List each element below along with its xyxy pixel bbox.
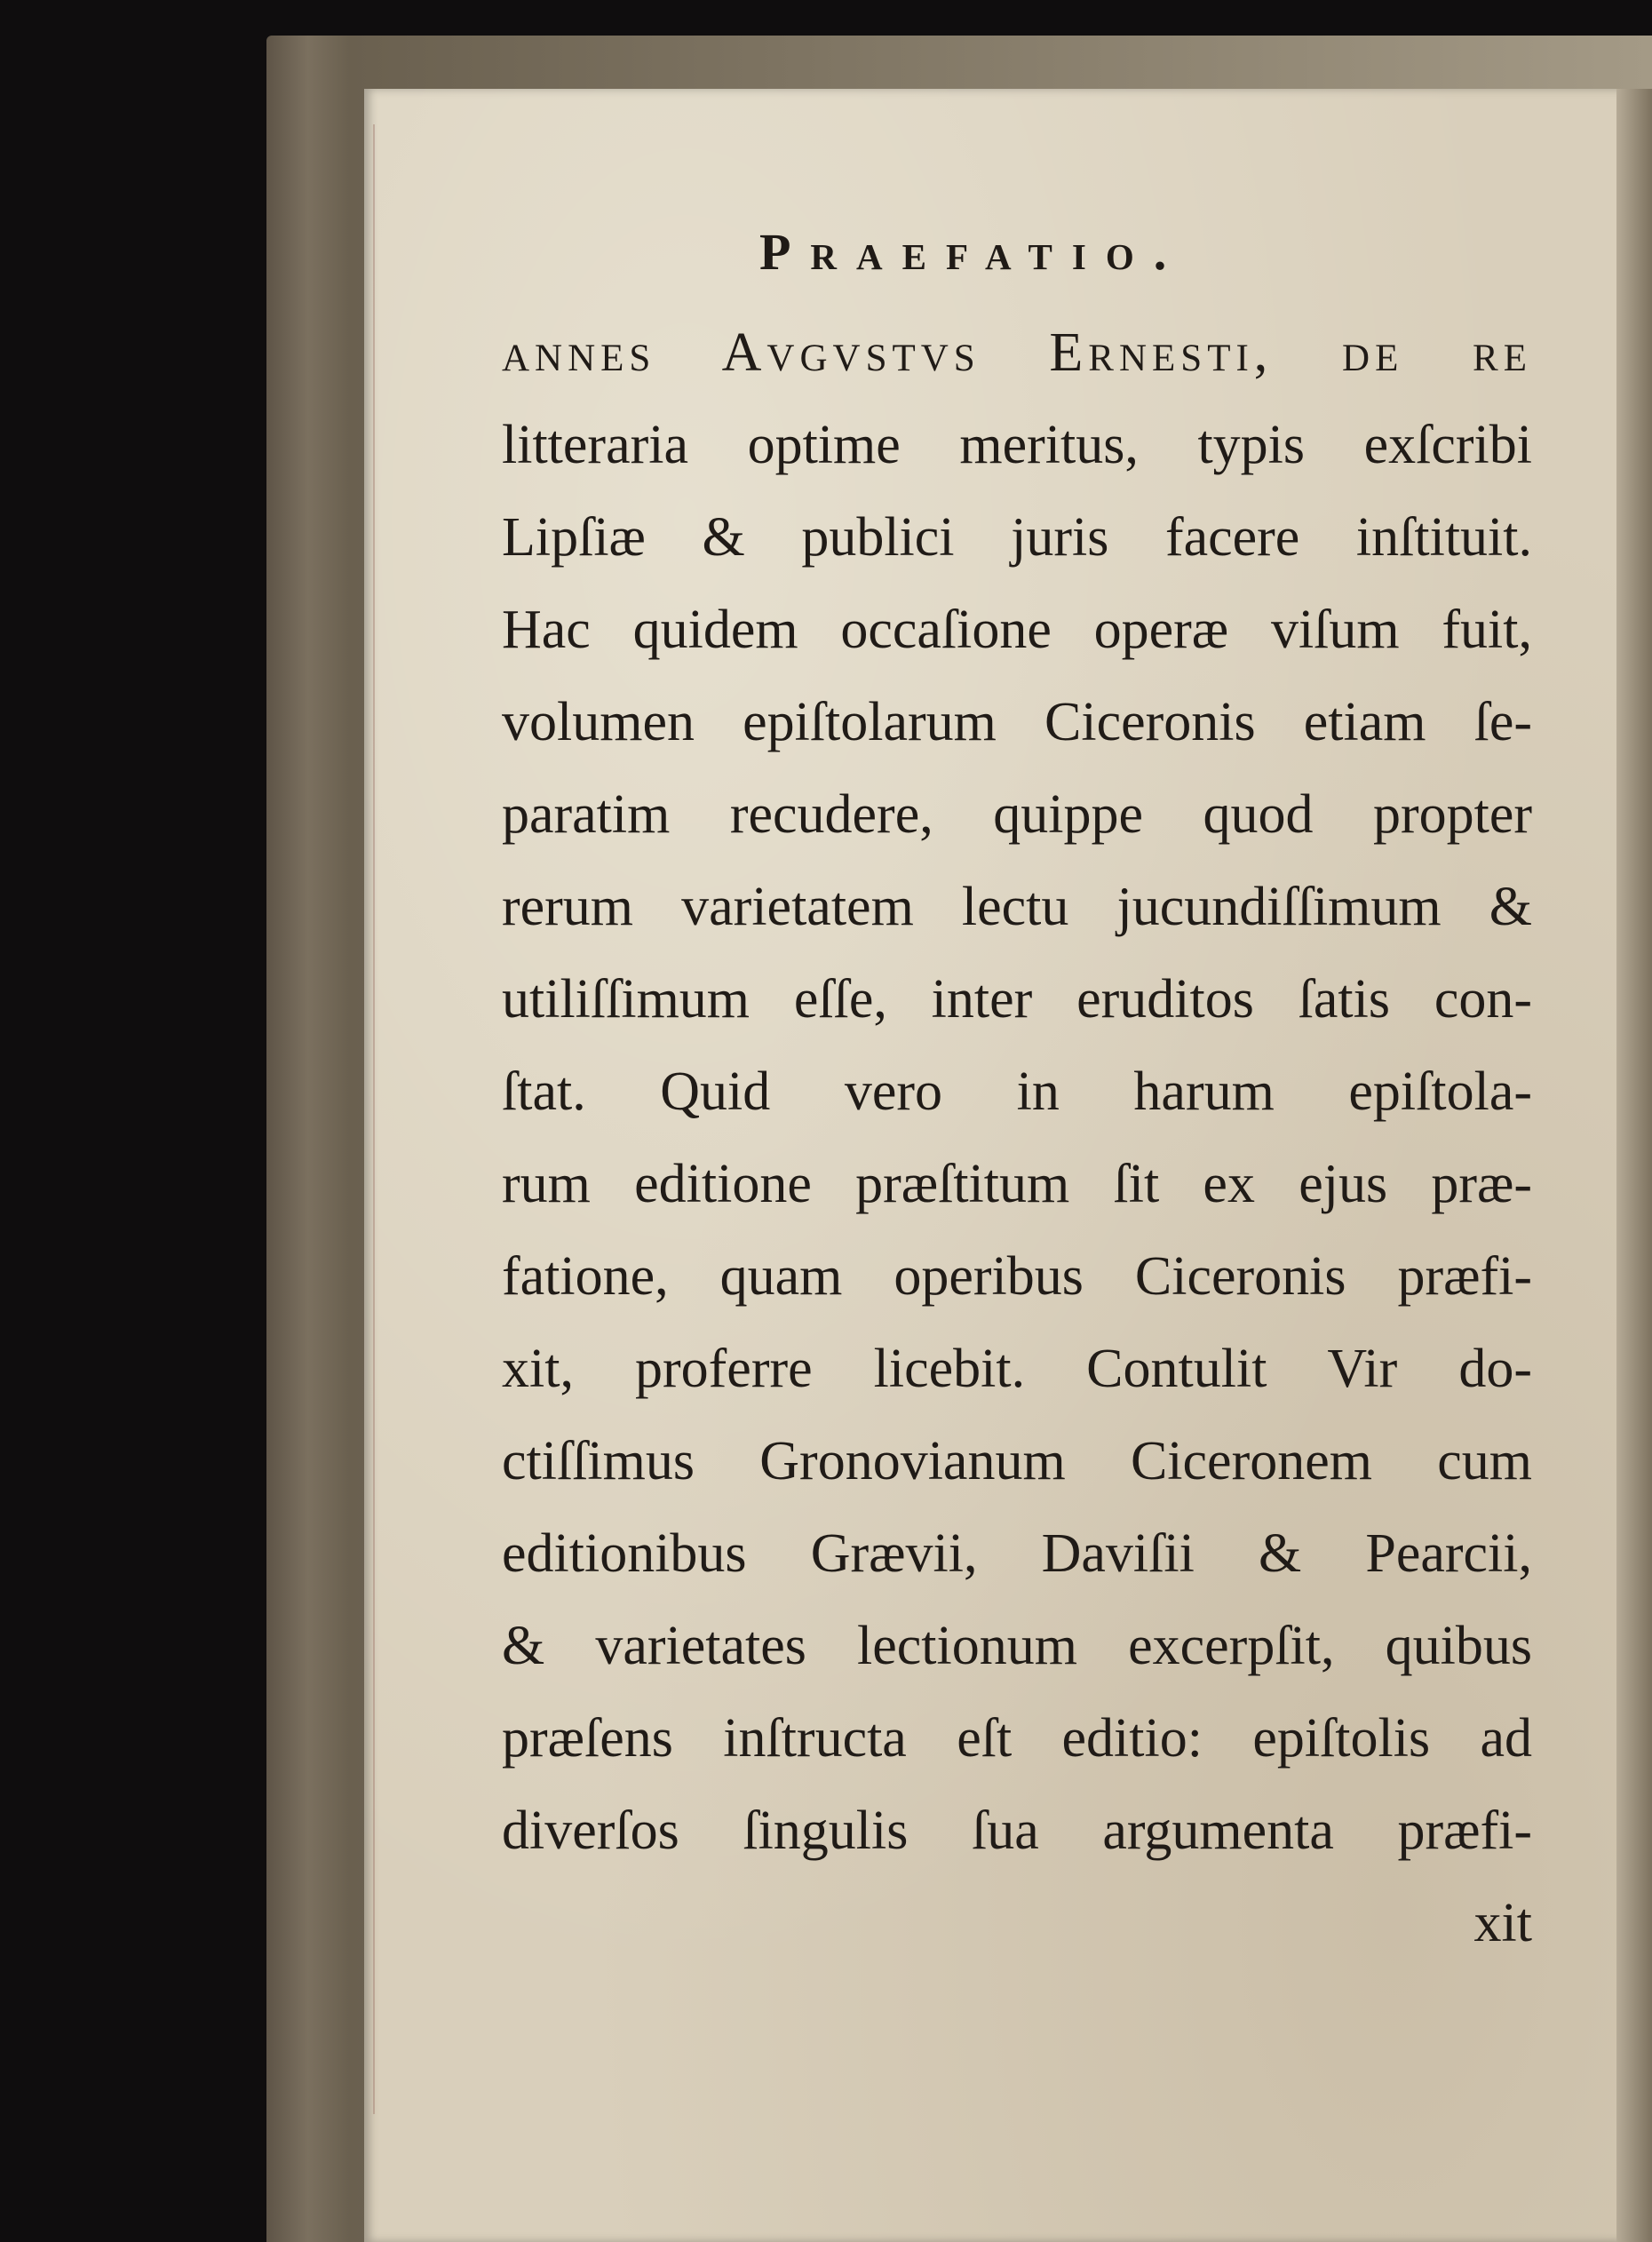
catchword: xit: [1473, 1893, 1532, 1953]
text-line: rerum varietatem lectu jucundiſſimum &: [502, 877, 1532, 937]
text-line: utiliſſimum eſſe, inter eruditos ſatis con-: [502, 969, 1532, 1030]
text-line: volumen epiſtolarum Ciceronis etiam ſe-: [502, 692, 1532, 752]
text-line: xit, proferre licebit. Contulit Vir do-: [502, 1339, 1532, 1399]
text-line: ſtat. Quid vero in harum epiſtola-: [502, 1061, 1532, 1122]
text-line: litteraria optime meritus, typis exſcribi: [502, 415, 1532, 475]
text-line: Hac quidem occaſione operæ viſum fuit,: [502, 600, 1532, 660]
text-line: & varietates lectionum excerpſit, quibus: [502, 1616, 1532, 1676]
text-line: paratim recudere, quippe quod propter: [502, 784, 1532, 845]
page-gutter: [1616, 89, 1652, 2242]
page-heading: Praefatio.: [759, 223, 1187, 281]
text-line: Lipſiæ & publici juris facere inſtituit.: [502, 507, 1532, 568]
text-line: præſens inſtructa eſt editio: epiſtolis ad: [502, 1708, 1532, 1769]
text-line: annes Avgvstvs Ernesti, de re: [502, 322, 1532, 383]
body-text: [502, 306, 1532, 1969]
text-line: fatione, quam operibus Ciceronis præfi-: [502, 1246, 1532, 1307]
page-margin-rule: [373, 124, 375, 2114]
text-line: editionibus Grævii, Daviſii & Pearcii,: [502, 1523, 1532, 1584]
text-line: ctiſſimus Gronovianum Ciceronem cum: [502, 1431, 1532, 1491]
text-line: rum editione præſtitum ſit ex ejus præ-: [502, 1154, 1532, 1214]
text-line: diverſos ſingulis ſua argumenta præfi-: [502, 1801, 1532, 1861]
